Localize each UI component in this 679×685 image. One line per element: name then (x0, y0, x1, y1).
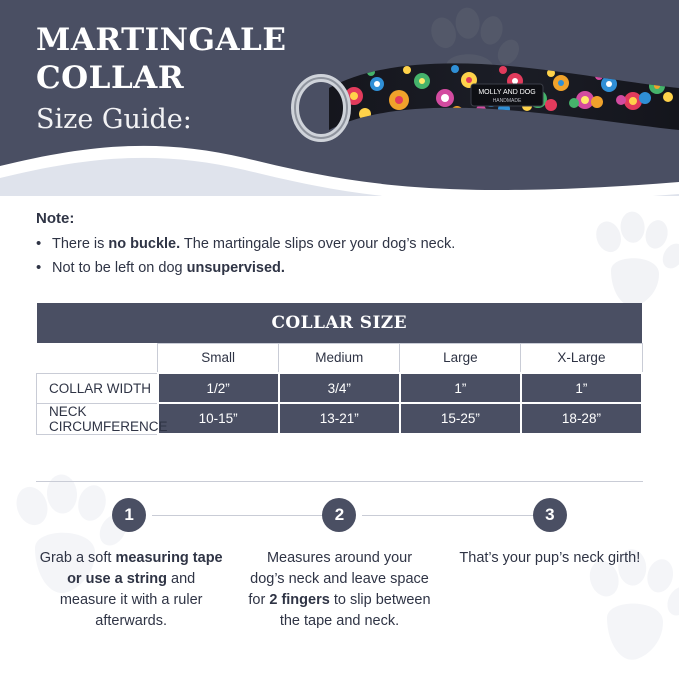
table-corner-cell (37, 343, 158, 373)
step-text-prefix: That’s your pup’s neck girth! (459, 550, 641, 566)
table-cell: 1” (521, 373, 642, 403)
step-text-prefix: Grab a soft (39, 550, 116, 566)
svg-text:HANDMADE: HANDMADE (492, 98, 522, 104)
step-description (234, 548, 444, 632)
step-text-prefix: Measures around your dog’s neck and leave space for (248, 550, 429, 609)
step-item (24, 498, 234, 632)
table-size-header: X-Large (521, 343, 642, 373)
note-section (36, 210, 636, 281)
table-cell: 1” (400, 373, 521, 403)
table-row (37, 373, 643, 403)
step-text-bold: measuring tape or use a string (67, 550, 223, 588)
table-row-label: COLLAR WIDTH (37, 373, 158, 403)
step-connector-line (362, 515, 560, 516)
step-text-suffix: and measure it with a ruler afterwards. (59, 571, 203, 630)
step-item (234, 498, 444, 632)
table-cell: 13-21” (279, 403, 400, 434)
table-caption-row (37, 303, 643, 343)
step-number-badge: 3 (533, 498, 567, 532)
table-size-header: Large (400, 343, 521, 373)
note-list (36, 233, 636, 281)
note-item-suffix: The martingale slips over your dog’s neck. (180, 236, 456, 252)
page-title-word2: COLLAR (36, 59, 185, 96)
table-cell: 10-15” (158, 403, 279, 434)
note-item-prefix: Not to be left on dog (52, 259, 187, 276)
note-title: Note: (36, 210, 75, 227)
table-caption: COLLAR SIZE (37, 303, 643, 343)
step-number-badge: 1 (112, 498, 146, 532)
page-title-main (36, 22, 286, 98)
table-row (37, 403, 643, 434)
step-item (445, 498, 655, 632)
table-size-header: Medium (279, 343, 400, 373)
step-description (24, 548, 234, 632)
table-cell: 1/2” (158, 373, 279, 403)
brand-plate (471, 84, 543, 106)
step-text-bold: 2 fingers (269, 592, 330, 609)
svg-text:MOLLY AND DOG: MOLLY AND DOG (478, 89, 536, 96)
collar-product-image (259, 26, 679, 166)
step-number-badge: 2 (322, 498, 356, 532)
note-item (36, 257, 636, 281)
table-cell: 18-28” (521, 403, 642, 434)
table-size-header: Small (158, 343, 279, 373)
page-subtitle: Size Guide: (36, 103, 192, 135)
page-title-word1: MARTINGALE (36, 22, 287, 58)
step-text-suffix: to slip between the tape and neck. (279, 592, 431, 630)
section-divider (36, 481, 643, 482)
table-cell: 15-25” (400, 403, 521, 434)
note-item-bold: no buckle. (108, 236, 181, 252)
table-header-row (37, 343, 643, 373)
size-chart-table (36, 303, 643, 435)
table-row-label: NECK CIRCUMFERENCE (37, 403, 158, 434)
header-banner (0, 0, 679, 196)
page-title (36, 22, 286, 138)
steps-section (24, 498, 655, 632)
table-cell: 3/4” (279, 373, 400, 403)
note-item (36, 233, 636, 257)
note-item-prefix: There is (52, 236, 109, 252)
note-item-bold: unsupervised. (186, 259, 285, 276)
step-description (445, 548, 655, 569)
